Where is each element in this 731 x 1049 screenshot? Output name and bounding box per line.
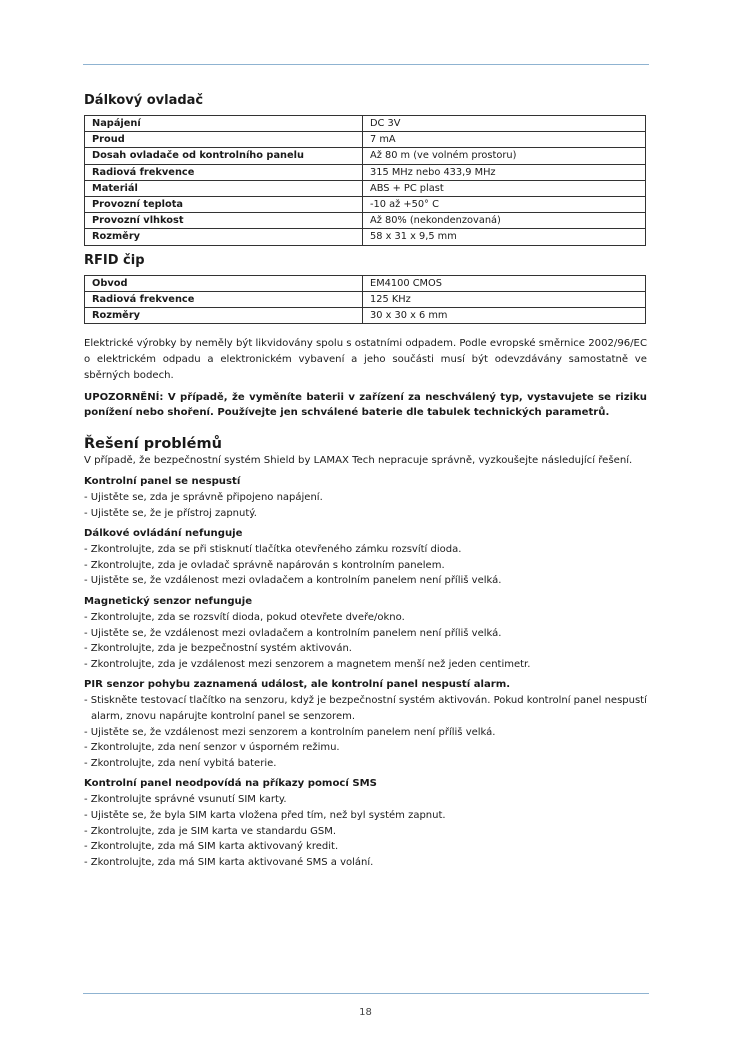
spec-value: 125 KHz <box>363 291 646 307</box>
table-row <box>85 148 646 164</box>
group-title: PIR senzor pohybu zaznamená událost, ale kontrolní panel nespustí alarm. <box>84 679 511 691</box>
spec-value: 7 mA <box>363 132 646 148</box>
troubleshooting-intro: V případě, že bezpečnostní systém Shield by LAMAX Tech nepracuje správně, vyzkoušejte následující řešení. <box>84 455 633 467</box>
list-item: - Zkontrolujte, zda není senzor v úsporném režimu. <box>84 742 340 754</box>
table-row <box>85 132 646 148</box>
table-row <box>85 229 646 245</box>
spec-key: Materiál <box>85 180 363 196</box>
list-item: - Zkontrolujte, zda má SIM karta aktivovaný kredit. <box>84 841 339 853</box>
list-item: - Zkontrolujte, zda je vzdálenost mezi senzorem a magnetem menší než jeden centimetr. <box>84 658 531 670</box>
list-item: - Zkontrolujte správné vsunutí SIM karty. <box>84 794 287 806</box>
spec-value: Až 80% (nekondenzovaná) <box>363 213 646 229</box>
list-item: - Ujistěte se, že vzdálenost mezi ovladačem a kontrolním panelem není příliš velká. <box>84 627 502 639</box>
group-title: Magnetický senzor nefunguje <box>84 595 253 607</box>
disposal-paragraph: Elektrické výrobky by neměly být likvidovány spolu s ostatními odpadem. Podle evropské směrnice 2002/96/EC o elektrickém odpadu a elektronickém vybavení a jeho součásti musí být odevzdávány samostatně ve sběrných bodech. <box>84 338 647 381</box>
spec-value: 315 MHz nebo 433,9 MHz <box>363 164 646 180</box>
rfid-spec-table <box>84 275 646 325</box>
table-row <box>85 308 646 324</box>
spec-key: Radiová frekvence <box>85 291 363 307</box>
trouble-group <box>84 677 647 771</box>
spec-value: EM4100 CMOS <box>363 275 646 291</box>
page-content <box>84 93 647 870</box>
list-item: - Ujistěte se, že byla SIM karta vložena před tím, než byl systém zapnut. <box>84 809 446 821</box>
troubleshooting-title: Řešení problémů <box>84 436 222 453</box>
spec-value: ABS + PC plast <box>363 180 646 196</box>
remote-spec-table <box>84 115 646 246</box>
spec-key: Proud <box>85 132 363 148</box>
spec-key: Provozní vlhkost <box>85 213 363 229</box>
group-title: Dálkové ovládání nefunguje <box>84 528 243 540</box>
spec-key: Napájení <box>85 116 363 132</box>
page-number: 18 <box>359 1007 372 1018</box>
remote-title: Dálkový ovladač <box>84 93 204 108</box>
spec-key: Provozní teplota <box>85 197 363 213</box>
spec-value: Až 80 m (ve volném prostoru) <box>363 148 646 164</box>
spec-value: 58 x 31 x 9,5 mm <box>363 229 646 245</box>
list-item: - Zkontrolujte, zda není vybitá baterie. <box>84 757 277 769</box>
table-row <box>85 291 646 307</box>
list-item: - Stiskněte testovací tlačítko na senzoru, když je bezpečnostní systém aktivován. Pokud kontrolní panel nespustí alarm, znovu napárujte kontrolní panel se senzorem. <box>84 695 647 722</box>
spec-key: Radiová frekvence <box>85 164 363 180</box>
spec-key: Rozměry <box>85 308 363 324</box>
spec-key: Rozměry <box>85 229 363 245</box>
trouble-group <box>84 776 647 870</box>
trouble-group <box>84 526 647 589</box>
table-row <box>85 213 646 229</box>
table-row <box>85 116 646 132</box>
list-item: - Zkontrolujte, zda je SIM karta ve standardu GSM. <box>84 825 337 837</box>
spec-value: 30 x 30 x 6 mm <box>363 308 646 324</box>
list-item: - Ujistěte se, zda je správně připojeno napájení. <box>84 492 323 504</box>
trouble-group <box>84 594 647 672</box>
table-row <box>85 197 646 213</box>
spec-key: Obvod <box>85 275 363 291</box>
list-item: - Ujistěte se, že vzdálenost mezi senzorem a kontrolním panelem není příliš velká. <box>84 726 496 738</box>
warning-paragraph: UPOZORNĚNÍ: V případě, že vyměníte baterii v zařízení za neschválený typ, vystavujete se riziku ponížení nebo shoření. Používejte jen schválené baterie dle tabulek technických parametrů. <box>84 391 647 419</box>
spec-value: -10 až +50° C <box>363 197 646 213</box>
spec-key: Dosah ovladače od kontrolního panelu <box>85 148 363 164</box>
rfid-title: RFID čip <box>84 252 145 268</box>
table-row <box>85 180 646 196</box>
list-item: - Zkontrolujte, zda se rozsvítí dioda, pokud otevřete dveře/okno. <box>84 611 405 623</box>
list-item: - Zkontrolujte, zda je ovladač správně napárován s kontrolním panelem. <box>84 559 445 571</box>
trouble-group <box>84 474 647 521</box>
spec-value: DC 3V <box>363 116 646 132</box>
header-rule <box>83 64 649 65</box>
list-item: - Ujistěte se, že je přístroj zapnutý. <box>84 507 257 519</box>
list-item: - Zkontrolujte, zda má SIM karta aktivované SMS a volání. <box>84 856 374 868</box>
list-item: - Zkontrolujte, zda se při stisknutí tlačítka otevřeného zámku rozsvítí dioda. <box>84 544 462 556</box>
footer-rule <box>83 993 649 994</box>
table-row <box>85 164 646 180</box>
table-row <box>85 275 646 291</box>
list-item: - Ujistěte se, že vzdálenost mezi ovladačem a kontrolním panelem není příliš velká. <box>84 575 502 587</box>
list-item: - Zkontrolujte, zda je bezpečnostní systém aktivován. <box>84 643 352 655</box>
group-title: Kontrolní panel se nespustí <box>84 476 241 488</box>
group-title: Kontrolní panel neodpovídá na příkazy pomocí SMS <box>84 778 377 790</box>
